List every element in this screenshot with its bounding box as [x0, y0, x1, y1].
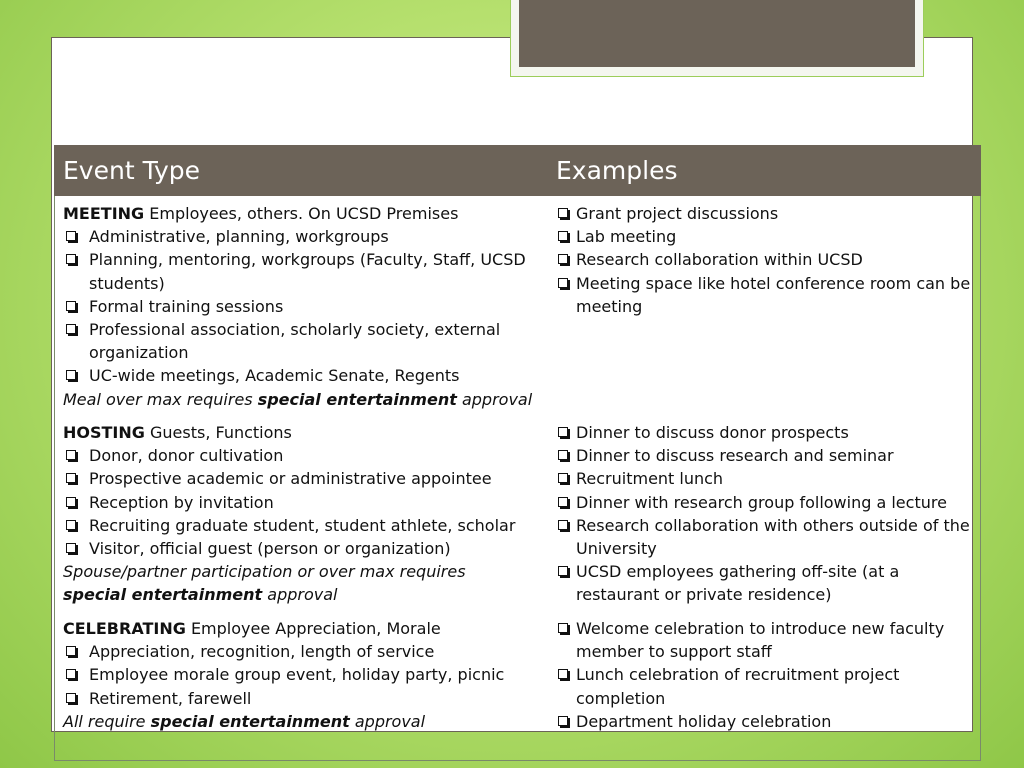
checkbox-bullet-icon [66, 543, 76, 553]
approval-note: Meal over max requires special entertainment approval [63, 389, 533, 409]
header-examples: Examples [556, 156, 678, 185]
checkbox-bullet-icon [66, 324, 76, 334]
list-item: UCSD employees gathering off-site (at a restaurant or private residence) [556, 560, 974, 606]
examples-list [556, 202, 974, 318]
list-item: Recruiting graduate student, student athlete, scholar [63, 514, 531, 537]
checkbox-bullet-icon [558, 497, 568, 507]
list-item: Retirement, farewell [63, 687, 531, 710]
header-event-type: Event Type [63, 156, 200, 185]
checkbox-bullet-icon [558, 231, 568, 241]
approval-note: All require special entertainment approval [63, 711, 426, 731]
list-item: UC-wide meetings, Academic Senate, Regents [63, 364, 531, 387]
event-type-desc: Employees, others. On UCSD Premises [149, 204, 459, 223]
list-item: Prospective academic or administrative appointee [63, 467, 531, 490]
event-type-label: CELEBRATING [63, 619, 186, 638]
checkbox-bullet-icon [558, 669, 568, 679]
event-type-heading [63, 421, 531, 444]
checkbox-bullet-icon [558, 716, 568, 726]
list-item: Dinner to discuss donor prospects [556, 421, 974, 444]
list-item: Reception by invitation [63, 491, 531, 514]
checkbox-bullet-icon [66, 646, 76, 656]
checkbox-bullet-icon [558, 520, 568, 530]
list-item: Professional association, scholarly society, external organization [63, 318, 531, 364]
event-type-list [63, 444, 531, 560]
list-item: Administrative, planning, workgroups [63, 225, 531, 248]
checkbox-bullet-icon [66, 520, 76, 530]
checkbox-bullet-icon [558, 427, 568, 437]
list-item: Department holiday celebration [556, 710, 974, 733]
approval-note: Spouse/partner participation or over max requires special entertainment approval [63, 562, 466, 605]
checkbox-bullet-icon [558, 566, 568, 576]
list-item: Research collaboration with others outside of the University [556, 514, 974, 560]
checkbox-bullet-icon [66, 497, 76, 507]
event-type-cell-meeting [63, 202, 531, 411]
list-item: Appreciation, recognition, length of service [63, 640, 531, 663]
list-item: Donor, donor cultivation [63, 444, 531, 467]
list-item: Recruitment lunch [556, 467, 974, 490]
list-item: Meeting space like hotel conference room can be meeting [556, 272, 974, 318]
examples-list [556, 421, 974, 607]
list-item: Visitor, official guest (person or organization) [63, 537, 531, 560]
checkbox-bullet-icon [66, 254, 76, 264]
list-item: Dinner with research group following a lecture [556, 491, 974, 514]
checkbox-bullet-icon [558, 623, 568, 633]
event-type-heading [63, 617, 531, 640]
list-item: Grant project discussions [556, 202, 974, 225]
checkbox-bullet-icon [66, 301, 76, 311]
list-item: Welcome celebration to introduce new faculty member to support staff [556, 617, 974, 663]
event-type-label: MEETING [63, 204, 145, 223]
event-type-list [63, 640, 531, 710]
checkbox-bullet-icon [66, 450, 76, 460]
event-type-list [63, 225, 531, 387]
checkbox-bullet-icon [66, 669, 76, 679]
checkbox-bullet-icon [558, 473, 568, 483]
examples-cell-celebrating [556, 617, 974, 733]
event-type-desc: Guests, Functions [150, 423, 292, 442]
examples-cell-hosting [556, 421, 974, 607]
checkbox-bullet-icon [66, 473, 76, 483]
examples-list [556, 617, 974, 733]
checkbox-bullet-icon [558, 254, 568, 264]
event-type-heading [63, 202, 531, 225]
event-type-label: HOSTING [63, 423, 145, 442]
checkbox-bullet-icon [66, 693, 76, 703]
checkbox-bullet-icon [558, 278, 568, 288]
checkbox-bullet-icon [558, 208, 568, 218]
title-placeholder [519, 0, 915, 67]
checkbox-bullet-icon [66, 231, 76, 241]
list-item: Dinner to discuss research and seminar [556, 444, 974, 467]
list-item: Research collaboration within UCSD [556, 248, 974, 271]
table-header-row [54, 145, 981, 196]
list-item: Formal training sessions [63, 295, 531, 318]
list-item: Lab meeting [556, 225, 974, 248]
list-item: Lunch celebration of recruitment project completion [556, 663, 974, 709]
event-type-cell-celebrating [63, 617, 531, 733]
event-type-desc: Employee Appreciation, Morale [190, 619, 441, 638]
examples-cell-meeting [556, 202, 974, 318]
list-item: Employee morale group event, holiday party, picnic [63, 663, 531, 686]
list-item: Planning, mentoring, workgroups (Faculty, Staff, UCSD students) [63, 248, 531, 294]
checkbox-bullet-icon [558, 450, 568, 460]
event-type-cell-hosting [63, 421, 531, 607]
checkbox-bullet-icon [66, 370, 76, 380]
